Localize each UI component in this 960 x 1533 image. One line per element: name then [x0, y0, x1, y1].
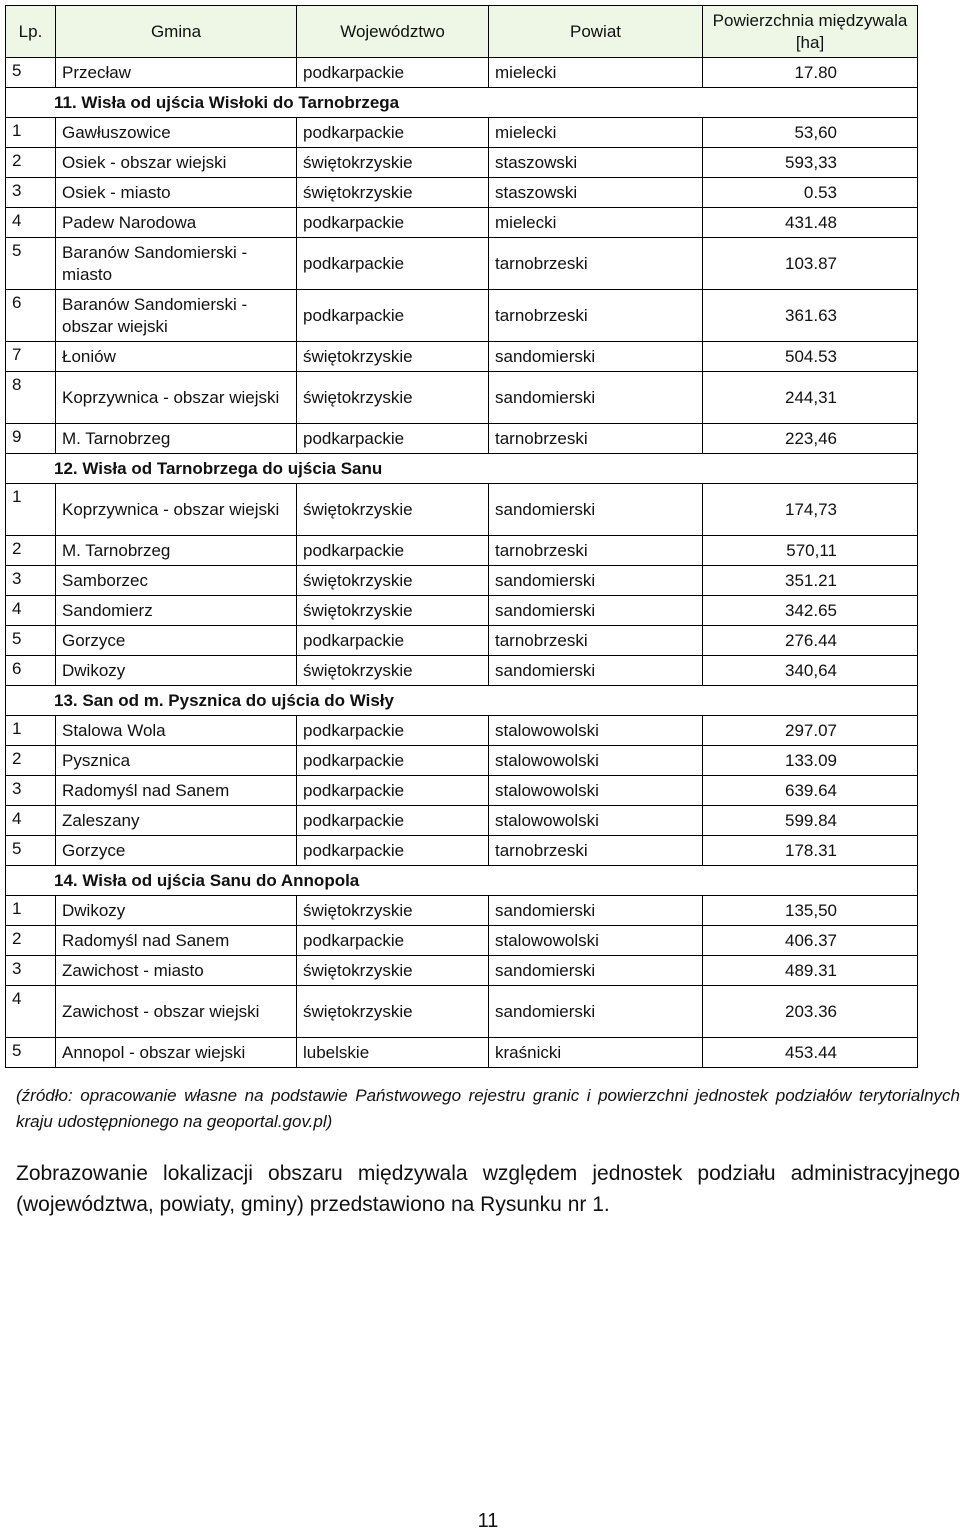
header-powiat: Powiat: [489, 6, 703, 58]
cell-wojewodztwo: lubelskie: [297, 1038, 489, 1068]
table-row: [6, 1038, 918, 1068]
cell-powiat: tarnobrzeski: [489, 836, 703, 866]
cell-lp: 5: [6, 836, 56, 866]
section-title: 11. Wisła od ujścia Wisłoki do Tarnobrzega: [6, 88, 918, 118]
cell-wojewodztwo: podkarpackie: [297, 716, 489, 746]
cell-powiat: sandomierski: [489, 956, 703, 986]
cell-lp: 6: [6, 656, 56, 686]
cell-gmina: M. Tarnobrzeg: [56, 424, 297, 454]
table-row: [6, 896, 918, 926]
table-header-row: [6, 6, 918, 58]
cell-wojewodztwo: podkarpackie: [297, 626, 489, 656]
cell-lp: 1: [6, 118, 56, 148]
cell-area: 639.64: [703, 776, 918, 806]
cell-wojewodztwo: świętokrzyskie: [297, 896, 489, 926]
cell-area: 178.31: [703, 836, 918, 866]
table-row: [6, 746, 918, 776]
cell-powiat: tarnobrzeski: [489, 536, 703, 566]
cell-gmina: Koprzywnica - obszar wiejski: [56, 484, 297, 536]
cell-area: 174,73: [703, 484, 918, 536]
cell-area: 351.21: [703, 566, 918, 596]
table-row: [6, 776, 918, 806]
cell-area: 570,11: [703, 536, 918, 566]
cell-area: 17.80: [703, 58, 918, 88]
cell-gmina: Gawłuszowice: [56, 118, 297, 148]
cell-gmina: Annopol - obszar wiejski: [56, 1038, 297, 1068]
cell-gmina: Zaleszany: [56, 806, 297, 836]
table-row: [6, 372, 918, 424]
cell-gmina: Baranów Sandomierski - miasto: [56, 238, 297, 290]
cell-area: 342.65: [703, 596, 918, 626]
cell-powiat: stalowowolski: [489, 746, 703, 776]
cell-area: 489.31: [703, 956, 918, 986]
table-row: [6, 626, 918, 656]
cell-powiat: sandomierski: [489, 342, 703, 372]
table-body: [6, 58, 918, 1068]
cell-lp: 4: [6, 208, 56, 238]
cell-area: 276.44: [703, 626, 918, 656]
table-row: [6, 208, 918, 238]
floodplain-table: [5, 5, 918, 1068]
cell-gmina: Samborzec: [56, 566, 297, 596]
header-lp: Lp.: [6, 6, 56, 58]
cell-area: 223,46: [703, 424, 918, 454]
cell-lp: 2: [6, 536, 56, 566]
cell-area: 361.63: [703, 290, 918, 342]
cell-lp: 1: [6, 484, 56, 536]
cell-area: 593,33: [703, 148, 918, 178]
cell-powiat: mielecki: [489, 208, 703, 238]
cell-powiat: mielecki: [489, 58, 703, 88]
source-note: (źródło: opracowanie własne na podstawie Państwowego rejestru granic i powierzchni jednostek podziałów terytorialnych kraju udostępnionego na geoportal.gov.pl): [16, 1086, 960, 1131]
cell-wojewodztwo: świętokrzyskie: [297, 956, 489, 986]
table-row: [6, 986, 918, 1038]
cell-lp: 9: [6, 424, 56, 454]
cell-lp: 3: [6, 776, 56, 806]
cell-gmina: Łoniów: [56, 342, 297, 372]
cell-gmina: Radomyśl nad Sanem: [56, 926, 297, 956]
cell-gmina: Gorzyce: [56, 836, 297, 866]
cell-lp: 5: [6, 626, 56, 656]
cell-powiat: sandomierski: [489, 896, 703, 926]
cell-powiat: stalowowolski: [489, 926, 703, 956]
page-number: 11: [477, 1510, 499, 1532]
cell-area: 340,64: [703, 656, 918, 686]
cell-lp: 1: [6, 716, 56, 746]
body-paragraph: Zobrazowanie lokalizacji obszaru międzywala względem jednostek podziału administracyjnego (województwa, powiaty, gminy) przedstawiono na Rysunku nr 1.: [16, 1162, 960, 1216]
cell-lp: 5: [6, 238, 56, 290]
cell-powiat: sandomierski: [489, 566, 703, 596]
table-row: [6, 58, 918, 88]
cell-powiat: stalowowolski: [489, 776, 703, 806]
cell-gmina: Baranów Sandomierski - obszar wiejski: [56, 290, 297, 342]
section-row: [6, 88, 918, 118]
cell-lp: 1: [6, 896, 56, 926]
cell-powiat: sandomierski: [489, 372, 703, 424]
cell-lp: 4: [6, 806, 56, 836]
cell-wojewodztwo: świętokrzyskie: [297, 596, 489, 626]
cell-powiat: mielecki: [489, 118, 703, 148]
cell-wojewodztwo: podkarpackie: [297, 118, 489, 148]
cell-wojewodztwo: podkarpackie: [297, 536, 489, 566]
cell-powiat: stalowowolski: [489, 716, 703, 746]
cell-gmina: M. Tarnobrzeg: [56, 536, 297, 566]
cell-gmina: Sandomierz: [56, 596, 297, 626]
section-row: [6, 866, 918, 896]
cell-powiat: staszowski: [489, 148, 703, 178]
cell-lp: 7: [6, 342, 56, 372]
cell-gmina: Osiek - obszar wiejski: [56, 148, 297, 178]
cell-gmina: Stalowa Wola: [56, 716, 297, 746]
table-row: [6, 342, 918, 372]
cell-gmina: Zawichost - miasto: [56, 956, 297, 986]
cell-powiat: kraśnicki: [489, 1038, 703, 1068]
cell-area: 504.53: [703, 342, 918, 372]
cell-wojewodztwo: podkarpackie: [297, 290, 489, 342]
cell-powiat: sandomierski: [489, 986, 703, 1038]
cell-gmina: Przecław: [56, 58, 297, 88]
cell-wojewodztwo: podkarpackie: [297, 746, 489, 776]
cell-wojewodztwo: podkarpackie: [297, 238, 489, 290]
cell-gmina: Zawichost - obszar wiejski: [56, 986, 297, 1038]
table-row: [6, 956, 918, 986]
cell-wojewodztwo: świętokrzyskie: [297, 342, 489, 372]
cell-gmina: Gorzyce: [56, 626, 297, 656]
cell-wojewodztwo: świętokrzyskie: [297, 484, 489, 536]
cell-lp: 2: [6, 746, 56, 776]
cell-area: 244,31: [703, 372, 918, 424]
cell-wojewodztwo: podkarpackie: [297, 776, 489, 806]
cell-lp: 3: [6, 178, 56, 208]
cell-area: 453.44: [703, 1038, 918, 1068]
cell-wojewodztwo: świętokrzyskie: [297, 986, 489, 1038]
table-row: [6, 290, 918, 342]
cell-lp: 5: [6, 58, 56, 88]
section-row: [6, 454, 918, 484]
cell-powiat: tarnobrzeski: [489, 290, 703, 342]
cell-area: 53,60: [703, 118, 918, 148]
header-gmina: Gmina: [56, 6, 297, 58]
cell-area: 431.48: [703, 208, 918, 238]
cell-powiat: tarnobrzeski: [489, 424, 703, 454]
section-title: 12. Wisła od Tarnobrzega do ujścia Sanu: [6, 454, 918, 484]
cell-lp: 2: [6, 148, 56, 178]
cell-area: 297.07: [703, 716, 918, 746]
cell-wojewodztwo: podkarpackie: [297, 836, 489, 866]
table-row: [6, 178, 918, 208]
cell-lp: 2: [6, 926, 56, 956]
cell-lp: 3: [6, 566, 56, 596]
cell-area: 133.09: [703, 746, 918, 776]
cell-wojewodztwo: podkarpackie: [297, 208, 489, 238]
cell-area: 103.87: [703, 238, 918, 290]
section-title: 13. San od m. Pysznica do ujścia do Wisły: [6, 686, 918, 716]
table-row: [6, 566, 918, 596]
cell-gmina: Pysznica: [56, 746, 297, 776]
cell-wojewodztwo: podkarpackie: [297, 424, 489, 454]
cell-powiat: stalowowolski: [489, 806, 703, 836]
table-row: [6, 484, 918, 536]
cell-area: 406.37: [703, 926, 918, 956]
table-row: [6, 716, 918, 746]
cell-gmina: Dwikozy: [56, 896, 297, 926]
table-row: [6, 596, 918, 626]
cell-area: 0.53: [703, 178, 918, 208]
cell-lp: 5: [6, 1038, 56, 1068]
cell-lp: 6: [6, 290, 56, 342]
cell-gmina: Radomyśl nad Sanem: [56, 776, 297, 806]
cell-powiat: tarnobrzeski: [489, 238, 703, 290]
cell-powiat: sandomierski: [489, 484, 703, 536]
cell-area: 599.84: [703, 806, 918, 836]
cell-wojewodztwo: podkarpackie: [297, 806, 489, 836]
cell-lp: 4: [6, 986, 56, 1038]
cell-wojewodztwo: świętokrzyskie: [297, 656, 489, 686]
table-row: [6, 536, 918, 566]
cell-wojewodztwo: świętokrzyskie: [297, 372, 489, 424]
cell-lp: 4: [6, 596, 56, 626]
cell-gmina: Padew Narodowa: [56, 208, 297, 238]
section-title: 14. Wisła od ujścia Sanu do Annopola: [6, 866, 918, 896]
table-row: [6, 238, 918, 290]
section-row: [6, 686, 918, 716]
cell-wojewodztwo: świętokrzyskie: [297, 178, 489, 208]
cell-powiat: staszowski: [489, 178, 703, 208]
cell-powiat: tarnobrzeski: [489, 626, 703, 656]
cell-wojewodztwo: świętokrzyskie: [297, 566, 489, 596]
table-row: [6, 656, 918, 686]
cell-gmina: Koprzywnica - obszar wiejski: [56, 372, 297, 424]
cell-powiat: sandomierski: [489, 656, 703, 686]
cell-powiat: sandomierski: [489, 596, 703, 626]
cell-area: 135,50: [703, 896, 918, 926]
table-row: [6, 806, 918, 836]
cell-wojewodztwo: podkarpackie: [297, 58, 489, 88]
cell-wojewodztwo: świętokrzyskie: [297, 148, 489, 178]
table-row: [6, 118, 918, 148]
table-row: [6, 836, 918, 866]
cell-lp: 3: [6, 956, 56, 986]
table-row: [6, 926, 918, 956]
cell-area: 203.36: [703, 986, 918, 1038]
table-row: [6, 148, 918, 178]
header-area: Powierzchnia międzywala [ha]: [703, 6, 918, 58]
header-wojewodztwo: Województwo: [297, 6, 489, 58]
cell-gmina: Osiek - miasto: [56, 178, 297, 208]
cell-gmina: Dwikozy: [56, 656, 297, 686]
cell-lp: 8: [6, 372, 56, 424]
table-row: [6, 424, 918, 454]
cell-wojewodztwo: podkarpackie: [297, 926, 489, 956]
